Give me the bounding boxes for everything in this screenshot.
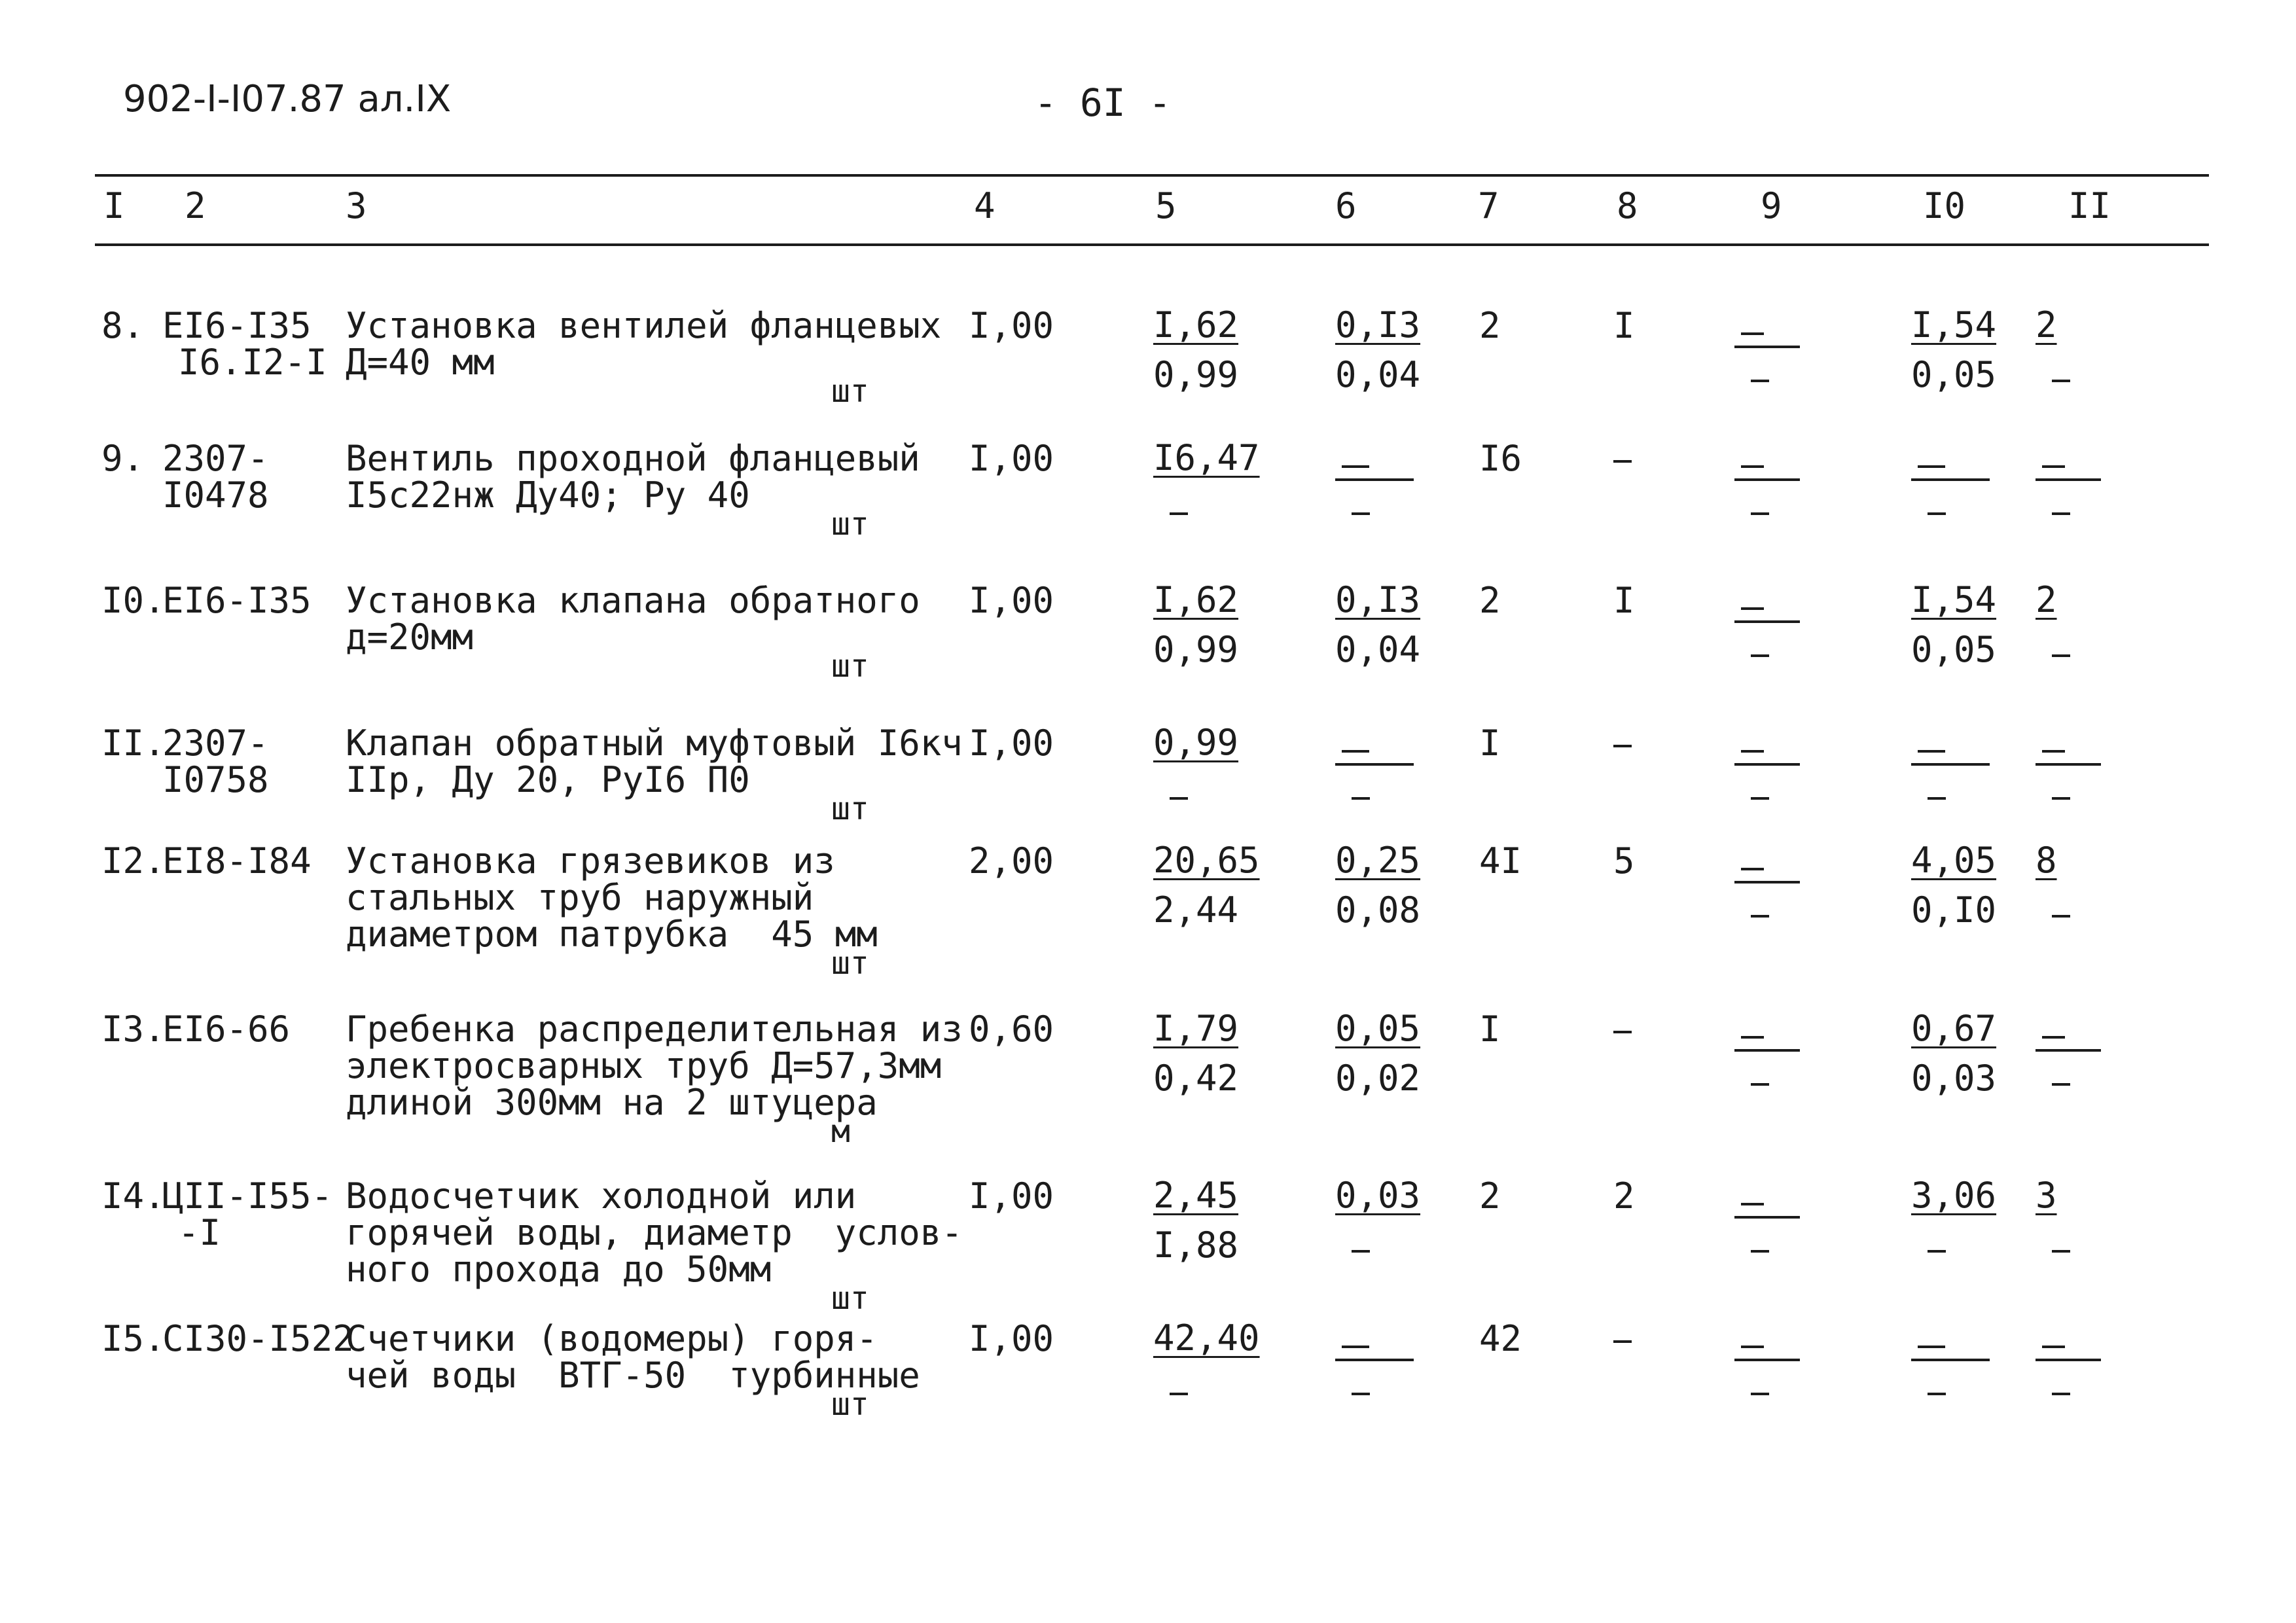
c9-denominator-dash [1751, 915, 1769, 918]
row-code: 2307- [162, 722, 269, 764]
column-header: 6 [1335, 185, 1357, 226]
c5-denominator: 0,42 [1153, 1058, 1239, 1099]
row-quantity: I,00 [969, 722, 1054, 764]
col8-value: I [1613, 580, 1635, 621]
column-header: 5 [1155, 185, 1177, 226]
row-code: CI30-I522 [162, 1318, 354, 1359]
c10-numerator: 0,67 [1911, 1008, 1997, 1049]
c6-denominator: 0,02 [1335, 1058, 1421, 1099]
row-description: Счетчики (водомеры) горя- [346, 1318, 878, 1359]
column-header: I [103, 185, 125, 226]
col7-value: I [1479, 722, 1501, 764]
c9-fraction-line [1734, 1049, 1800, 1052]
c10-fraction-line [1911, 478, 1990, 481]
row-number: I2. [101, 840, 166, 882]
row-code: 2307- [162, 438, 269, 479]
c6-numerator-dash [1342, 1346, 1369, 1348]
c9-denominator-dash [1751, 512, 1769, 515]
c11-fraction-line [2036, 478, 2101, 481]
row-code: EI6-66 [162, 1008, 291, 1050]
c6-numerator: 0,25 [1335, 840, 1421, 881]
row-description: I5с22нж Ду40; Ру 40 [346, 474, 750, 516]
c9-numerator-dash [1741, 868, 1764, 870]
c9-numerator-dash [1741, 750, 1764, 753]
c9-fraction-line [1734, 1359, 1800, 1361]
column-header: 3 [346, 185, 367, 226]
c10-fraction-line [1911, 1359, 1990, 1361]
row-code: I6.I2-I [178, 342, 327, 383]
document-code: 902-I-I07.87 ал.IX [123, 78, 452, 120]
c9-numerator-dash [1741, 1346, 1764, 1348]
row-number: 9. [101, 438, 145, 479]
c11-numerator-dash [2042, 1036, 2065, 1039]
row-unit: шт [831, 648, 869, 685]
row-unit: шт [831, 791, 869, 827]
c11-numerator-dash [2042, 750, 2065, 753]
row-description: стальных труб наружный [346, 877, 814, 918]
row-quantity: I,00 [969, 1318, 1054, 1359]
c6-numerator: 0,03 [1335, 1175, 1421, 1216]
c11-denominator-dash [2052, 380, 2070, 382]
c9-numerator-dash [1741, 1036, 1764, 1039]
col8-dash [1613, 1340, 1632, 1343]
c6-denominator: 0,04 [1335, 354, 1421, 395]
c6-fraction-line [1335, 763, 1414, 766]
c6-denominator-dash [1352, 512, 1370, 515]
col7-value: I [1479, 1008, 1501, 1050]
c5-denominator: I,88 [1153, 1224, 1239, 1266]
c11-denominator-dash [2052, 797, 2070, 800]
c5-denominator-dash [1170, 1393, 1188, 1395]
row-number: I0. [101, 580, 166, 621]
c6-numerator: 0,I3 [1335, 579, 1421, 620]
c10-numerator: I,54 [1911, 579, 1997, 620]
row-unit: м [831, 1113, 850, 1150]
c9-denominator-dash [1751, 1250, 1769, 1253]
c9-denominator-dash [1751, 797, 1769, 800]
c9-denominator-dash [1751, 1083, 1769, 1086]
c11-denominator-dash [2052, 1083, 2070, 1086]
c9-numerator-dash [1741, 1203, 1764, 1205]
c11-fraction-line [2036, 1049, 2101, 1052]
row-description: горячей воды, диаметр услов- [346, 1212, 963, 1253]
c9-fraction-line [1734, 478, 1800, 481]
row-code: -I [178, 1212, 221, 1253]
c5-denominator: 2,44 [1153, 889, 1239, 931]
c11-denominator-dash [2052, 654, 2070, 657]
column-header: 2 [185, 185, 206, 226]
c6-numerator: 0,I3 [1335, 304, 1421, 346]
column-header: 9 [1761, 185, 1782, 226]
row-quantity: I,00 [969, 438, 1054, 479]
c10-numerator-dash [1918, 465, 1945, 468]
c5-denominator: 0,99 [1153, 354, 1239, 395]
row-unit: шт [831, 506, 869, 543]
c5-numerator: 20,65 [1153, 840, 1260, 881]
col7-value: 42 [1479, 1318, 1522, 1359]
c10-numerator-dash [1918, 750, 1945, 753]
c10-numerator-dash [1918, 1346, 1945, 1348]
row-description: диаметром патрубка 45 мм [346, 914, 878, 955]
row-number: I3. [101, 1008, 166, 1050]
c5-numerator: 2,45 [1153, 1175, 1239, 1216]
row-description: Клапан обратный муфтовый I6кч [346, 722, 963, 764]
c11-numerator: 2 [2036, 579, 2057, 620]
row-code: EI6-I35 [162, 305, 312, 346]
c6-fraction-line [1335, 1359, 1414, 1361]
c10-numerator: 3,06 [1911, 1175, 1997, 1216]
c9-fraction-line [1734, 620, 1800, 623]
c9-fraction-line [1734, 346, 1800, 348]
col7-value: I6 [1479, 438, 1522, 479]
c11-denominator-dash [2052, 512, 2070, 515]
row-description: чей воды ВТГ-50 турбинные [346, 1355, 920, 1396]
c10-numerator: I,54 [1911, 304, 1997, 346]
c10-denominator: 0,05 [1911, 629, 1997, 670]
row-number: 8. [101, 305, 145, 346]
c10-denominator-dash [1928, 797, 1946, 800]
c9-denominator-dash [1751, 380, 1769, 382]
c10-denominator: 0,I0 [1911, 889, 1997, 931]
c6-numerator-dash [1342, 750, 1369, 753]
c9-numerator-dash [1741, 607, 1764, 610]
c10-fraction-line [1911, 763, 1990, 766]
c5-denominator-dash [1170, 797, 1188, 800]
row-code: I0478 [162, 474, 269, 516]
c10-denominator-dash [1928, 512, 1946, 515]
c9-denominator-dash [1751, 1393, 1769, 1395]
c11-numerator: 8 [2036, 840, 2057, 881]
c5-numerator: I,62 [1153, 579, 1239, 620]
c6-numerator: 0,05 [1335, 1008, 1421, 1049]
c6-denominator-dash [1352, 797, 1370, 800]
row-quantity: I,00 [969, 305, 1054, 346]
row-quantity: I,00 [969, 580, 1054, 621]
col7-value: 2 [1479, 1175, 1501, 1217]
c9-numerator-dash [1741, 465, 1764, 468]
c9-numerator-dash [1741, 332, 1764, 335]
row-description: Установка клапана обратного [346, 580, 920, 621]
col8-value: 2 [1613, 1175, 1635, 1217]
c10-denominator: 0,05 [1911, 354, 1997, 395]
col7-value: 2 [1479, 305, 1501, 346]
c5-numerator: I,79 [1153, 1008, 1239, 1049]
c9-denominator-dash [1751, 654, 1769, 657]
row-description: Установка вентилей фланцевых [346, 305, 942, 346]
c11-denominator-dash [2052, 1250, 2070, 1253]
table-top-rule [95, 174, 2209, 177]
row-description: ного прохода до 50мм [346, 1249, 772, 1290]
page-number: - 6I - [1034, 80, 1172, 125]
c11-numerator: 3 [2036, 1175, 2057, 1216]
row-number: II. [101, 722, 166, 764]
c11-fraction-line [2036, 763, 2101, 766]
c6-denominator-dash [1352, 1250, 1370, 1253]
c5-numerator: I,62 [1153, 304, 1239, 346]
c5-numerator: I6,47 [1153, 437, 1260, 478]
c6-numerator-dash [1342, 465, 1369, 468]
row-quantity: 2,00 [969, 840, 1054, 882]
row-code: EI8-I84 [162, 840, 312, 882]
col7-value: 4I [1479, 840, 1522, 882]
row-number: I5. [101, 1318, 166, 1359]
c5-denominator-dash [1170, 512, 1188, 515]
row-unit: шт [831, 1280, 869, 1317]
c11-denominator-dash [2052, 1393, 2070, 1395]
row-unit: шт [831, 1386, 869, 1423]
c5-denominator: 0,99 [1153, 629, 1239, 670]
row-description: IIр, Ду 20, РуI6 П0 [346, 759, 750, 800]
c5-numerator: 42,40 [1153, 1317, 1260, 1359]
c5-numerator: 0,99 [1153, 722, 1239, 763]
row-code: EI6-I35 [162, 580, 312, 621]
c6-denominator: 0,08 [1335, 889, 1421, 931]
c11-numerator: 2 [2036, 304, 2057, 346]
row-description: д=20мм [346, 616, 474, 658]
c9-fraction-line [1734, 1216, 1800, 1219]
c6-fraction-line [1335, 478, 1414, 481]
column-header: II [2068, 185, 2111, 226]
col8-value: 5 [1613, 840, 1635, 882]
col7-value: 2 [1479, 580, 1501, 621]
column-header: 7 [1478, 185, 1499, 226]
c6-denominator: 0,04 [1335, 629, 1421, 670]
c9-fraction-line [1734, 881, 1800, 883]
row-description: Водосчетчик холодной или [346, 1175, 857, 1217]
row-description: Установка грязевиков из [346, 840, 835, 882]
c6-denominator-dash [1352, 1393, 1370, 1395]
row-code: ЦII-I55- [162, 1175, 333, 1217]
c10-numerator: 4,05 [1911, 840, 1997, 881]
row-description: Д=40 мм [346, 342, 495, 383]
col8-dash [1613, 745, 1632, 747]
table-header-rule [95, 243, 2209, 246]
c11-fraction-line [2036, 1359, 2101, 1361]
row-unit: шт [831, 945, 869, 982]
c10-denominator-dash [1928, 1250, 1946, 1253]
row-description: длиной 300мм на 2 штуцера [346, 1082, 878, 1123]
row-description: электросварных труб Д=57,3мм [346, 1045, 942, 1086]
column-header: 8 [1617, 185, 1638, 226]
row-description: Гребенка распределительная из [346, 1008, 963, 1050]
row-number: I4. [101, 1175, 166, 1217]
row-quantity: I,00 [969, 1175, 1054, 1217]
c11-numerator-dash [2042, 1346, 2065, 1348]
row-code: I0758 [162, 759, 269, 800]
c11-numerator-dash [2042, 465, 2065, 468]
row-quantity: 0,60 [969, 1008, 1054, 1050]
column-header: I0 [1923, 185, 1966, 226]
row-unit: шт [831, 373, 869, 410]
col8-dash [1613, 460, 1632, 463]
col8-value: I [1613, 305, 1635, 346]
row-description: Вентиль проходной фланцевый [346, 438, 920, 479]
c10-denominator: 0,03 [1911, 1058, 1997, 1099]
column-header: 4 [974, 185, 996, 226]
c10-denominator-dash [1928, 1393, 1946, 1395]
c9-fraction-line [1734, 763, 1800, 766]
c11-denominator-dash [2052, 915, 2070, 918]
col8-dash [1613, 1031, 1632, 1033]
